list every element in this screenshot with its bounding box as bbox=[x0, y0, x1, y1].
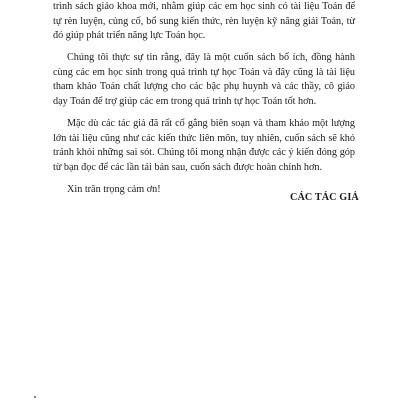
closing-thanks: Xin trân trọng cảm ơn! bbox=[67, 184, 161, 196]
paragraph-continuation: trình sách giáo khoa mới, nhằm giúp các em học sinh có tài liệu Toán để tự rèn luyện, củng cố, bổ sung kiến thức, rèn luyện kỹ năng giải Toán, từ đó giúp phát triển năng lực Toán học. bbox=[53, 1, 355, 42]
paragraph-feedback: Mặc dù các tác giả đã rất cố gắng biên soạn và tham khảo một lượng lớn tài liệu cũng như các kiến thức liên môn, tuy nhiên, cuốn sách sẽ khó tránh khỏi những sai sót. Chúng tôi mong nhận được các ý kiến đóng góp từ bạn đọc để các lần tái bản sau, cuốn sách được hoàn chỉnh hơn. bbox=[53, 118, 355, 173]
preface-text bbox=[53, 0, 355, 198]
scan-speck bbox=[34, 396, 36, 398]
author-signature: CÁC TÁC GIẢ bbox=[290, 192, 359, 203]
paragraph-belief: Chúng tôi thực sự tin rằng, đây là một cuốn sách bổ ích, đồng hành cùng các em học sinh trong quá trình tự học Toán và đây cũng là tài liệu tham khảo Toán chất lượng cho các bậc phụ huynh và các thầy, cô giáo dạy Toán để trợ giúp các em trong quá trình tự học Toán tốt hơn. bbox=[53, 52, 355, 108]
